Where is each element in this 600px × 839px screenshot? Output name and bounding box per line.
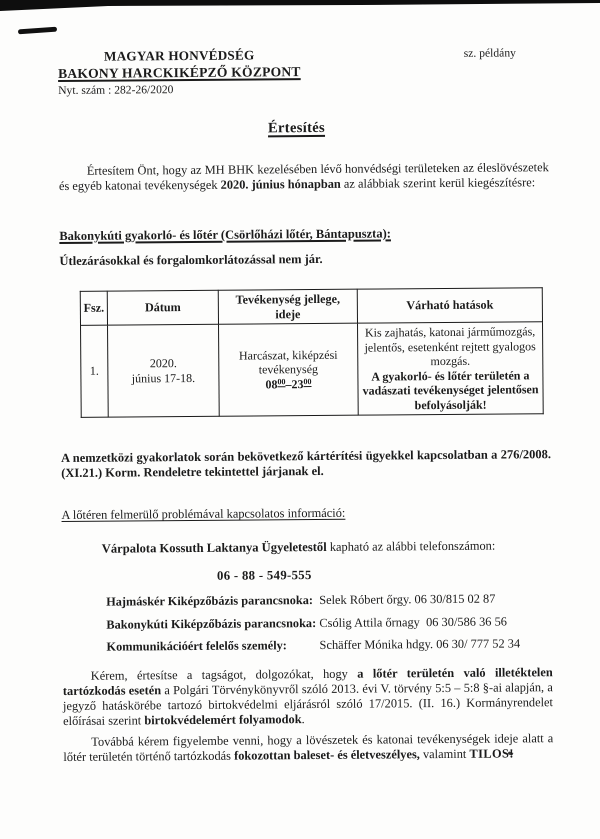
activity-time xyxy=(221,376,355,392)
activity-table xyxy=(80,287,544,418)
document-title xyxy=(58,117,534,140)
closing2-text-1: Továbbá kérem figyelembe venni, hogy a lövészetek és katonai tevékenységek ideje alatt a lőtér területén történő tartózkodás xyxy=(63,731,554,764)
document-title-text: Értesítés xyxy=(267,119,326,137)
table-header-row xyxy=(80,288,542,326)
cell-effects xyxy=(357,322,543,415)
registry-number: Nyt. szám : 282-26/2020 xyxy=(58,83,174,98)
col-header-fsz: Fsz. xyxy=(80,291,107,325)
contact-value: Schäffer Mónika hdgy. 06 30/ 777 52 34 xyxy=(319,636,521,653)
closing1-text-1: Kérem, értesítse a tagságot, dolgozókat, hogy xyxy=(90,666,358,683)
contact-value: Selek Róbert őrgy. 06 30/815 02 87 xyxy=(319,592,496,608)
closing1-text-3: . xyxy=(301,712,305,727)
effects-normal-text: Kis zajhatás, katonai járműmozgás, jelentős, esetenként rejtett gyalogos mozgás. xyxy=(364,324,536,369)
organization-unit: BAKONY HARCKIKÉPZŐ KÖZPONT xyxy=(57,64,301,82)
col-header-tevekenyseg: Tevékenység jellege, ideje xyxy=(218,289,357,324)
intro-bold-month: 2020. június hónapban xyxy=(220,176,341,192)
contacts-list xyxy=(106,592,552,656)
compensation-paragraph: A nemzetközi gyakorlatok során bekövetkező kártérítési ügyekkel kapcsolatban a 276/2008. (XI.21.) Korm. Rendeletre tekintettel járjanak el. xyxy=(60,447,552,481)
col-header-varhato: Várható hatások xyxy=(357,288,542,323)
duty-office-name: Várpalota Kossuth Laktanya Ügyeletestől xyxy=(101,540,327,557)
contact-label: Hajmáskér Kiképzőbázis parancsnoka: xyxy=(106,593,314,610)
range-section-heading: Bakonykúti gyakorló- és lőtér (Csörlőházi lőtér, Bántapuszta): xyxy=(59,226,391,244)
time-end-hour: 23 xyxy=(291,376,304,391)
closing2-bold-1: fokozottan baleset- és életveszélyes, xyxy=(233,747,420,763)
intro-text-2: az alábbiak szerint kerül kiegészítésre: xyxy=(340,175,536,191)
intro-text-1: Értesítem Önt, hogy az MH BHK kezelésében lévő honvédségi területeken az éleslövészetek és egyéb katonai tevékenységek xyxy=(58,160,549,194)
closing2-bold-2: TILOS! xyxy=(469,746,514,761)
contact-label: Kommunikációért felelős személy: xyxy=(106,638,287,655)
closing-paragraph-2 xyxy=(63,731,553,765)
cell-fsz: 1. xyxy=(81,325,109,417)
time-start-minutes: 00 xyxy=(277,376,286,387)
road-closure-note: Útlezárásokkal és forgalomkorlátozással nem jár. xyxy=(59,251,323,269)
organization-block xyxy=(58,46,301,98)
closing1-text-2: a Polgári Törvénykönyvről szóló 2013. évi V. törvény 5:5 – 5:8 §-ai alapján, a jegyző hatáskörébe tartozó birtokvédelmi eljárásról szóló 17/2015. (II. 16.) Kormányrendelet előírásai szerint xyxy=(62,680,554,728)
info-section-heading: A lőtéren felmerülő problémával kapcsolatos információ: xyxy=(61,506,346,523)
time-start-hour: 08 xyxy=(265,377,278,392)
duty-office-text: kapható az alábbi telefonszámon: xyxy=(326,539,496,555)
organization-name: MAGYAR HONVÉDSÉG xyxy=(103,47,255,64)
effects-bold-text: A gyakorló- és lőtér területén a vadászati tevékenységet jelentősen befolyásolják! xyxy=(362,367,539,412)
cell-activity xyxy=(219,323,359,416)
time-end-minutes: 00 xyxy=(303,376,312,386)
col-header-datum: Dátum xyxy=(107,290,218,325)
activity-description: Harcászat, kiképzési tevékenység xyxy=(238,347,338,377)
intro-paragraph xyxy=(59,160,549,194)
document-header xyxy=(58,44,548,99)
time-separator: – xyxy=(285,376,292,391)
closing1-bold-1: a lőtér területén való illetéktelen tartózkodás esetén xyxy=(62,665,553,698)
closing1-bold-2: birtokvédelemért folyamodok xyxy=(144,712,302,728)
contact-label: Bakonykúti Kiképzőbázis parancsnoka: xyxy=(106,615,317,632)
duty-office-line xyxy=(62,539,552,558)
closing-paragraph-1 xyxy=(63,665,553,729)
cell-datum: 2020. június 17-18. xyxy=(108,324,220,417)
copy-number-label: sz. példány xyxy=(463,46,516,60)
closing2-text-2: valamint xyxy=(419,746,470,762)
duty-phone-number: 06 - 88 - 549-555 xyxy=(216,568,312,584)
contact-value: Csólig Attila őrnagy 06 30/586 36 56 xyxy=(319,614,507,630)
table-row xyxy=(81,322,544,418)
